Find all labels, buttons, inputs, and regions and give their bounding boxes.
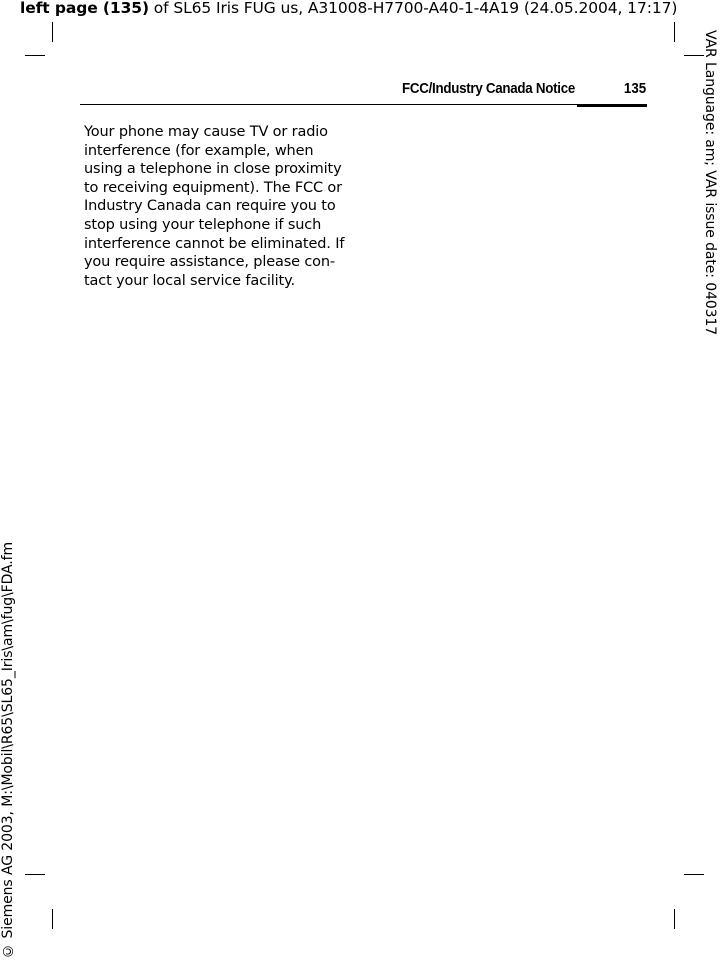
crop-mark-bottom-left-v [52, 909, 53, 929]
section-title: FCC/Industry Canada Notice [402, 81, 575, 97]
print-header-page-ref: left page (135) [20, 0, 149, 17]
crop-mark-top-left-v [52, 22, 53, 42]
page-number-tab-rule [577, 104, 647, 107]
var-language-note: VAR Language: am; VAR issue date: 040317 [702, 30, 718, 336]
crop-mark-bottom-right-h [684, 874, 704, 875]
crop-mark-top-right-h [684, 55, 704, 56]
crop-mark-top-right-v [674, 22, 675, 42]
print-header-doc-info: of SL65 Iris FUG us, A31008-H7700-A40-1-4A19 (24.05.2004, 17:17) [148, 0, 678, 17]
crop-mark-top-left-h [25, 55, 45, 56]
page-number: 135 [623, 81, 646, 97]
crop-mark-bottom-left-h [25, 874, 45, 875]
body-paragraph: Your phone may cause TV or radio interference (for example, when using a telephone in close proximity to receiving equipment). The FCC or Industry Canada can require you to stop using your telephone if such interference cannot be eliminated. If you require assistance, please con-tact your local service facility. [84, 124, 345, 289]
crop-mark-bottom-right-v [674, 909, 675, 929]
copyright-path-note: © Siemens AG 2003, M:\Mobil\R65\SL65_Iris\am\fug\FDA.fm [0, 542, 16, 959]
running-head [80, 80, 647, 105]
print-header [20, 0, 677, 18]
